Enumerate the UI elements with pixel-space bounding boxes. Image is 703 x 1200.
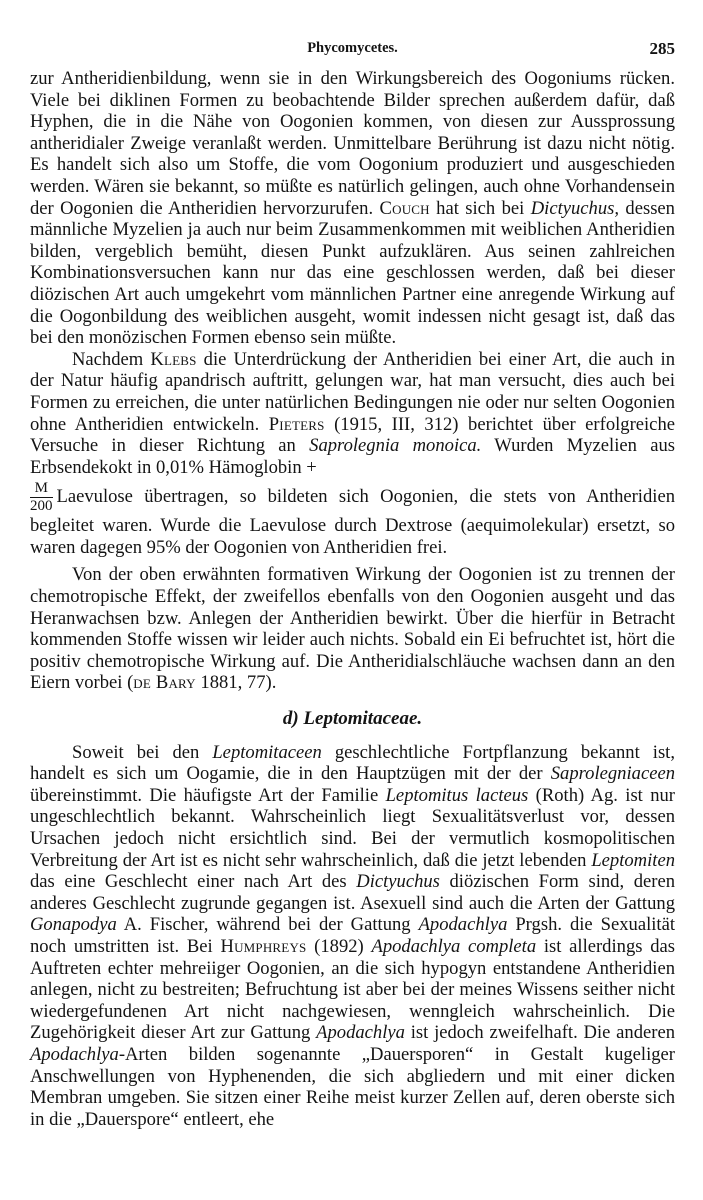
page: [30, 38, 675, 1130]
paragraph-3: Von der oben erwähnten formativen Wirkung der Oogonien ist zu trennen der chemotropische Effekt, der zweifellos ebenfalls von den Oogonien ausgeht und das Heranwachsen bzw. Anlegen der Antheridien bewirkt. Über die hierfür in Betracht kommenden Stoffe wissen wir leider auch nichts. Sobald ein Ei befruchtet ist, hört die positiv chemotropische Wirkung auf. Die Antheridialschläuche wachsen dann an den Eiern vorbei (de Bary 1881, 77).: [30, 564, 675, 694]
fraction-denominator: 200: [30, 498, 53, 515]
running-title: Phycomycetes.: [307, 40, 398, 56]
author-ref: Humphreys: [220, 935, 307, 957]
fraction-numerator: M: [30, 480, 53, 498]
taxon-name: Dictyuchus,: [530, 197, 620, 219]
paragraph-4: Soweit bei den Leptomitaceen geschlechtliche Fortpflanzung bekannt ist, handelt es sich um Oogamie, die in den Hauptzügen mit der der Saprolegniaceen übereinstimmt. Die häufigste Art der Familie Leptomitus lacteus (Roth) Ag. ist nur ungeschlechtlich bekannt. Wahrscheinlich liegt Sexualitätsverlust vor, dessen Ursachen jedoch nicht ersichtlich sind. Bei der vermutlich kosmopolitischen Verbreitung der Art ist es nicht sehr wahrscheinlich, daß die jetzt lebenden Leptomiten das eine Geschlecht einer nach Art des Dictyuchus diözischen Form sind, deren anderes Geschlecht zugrunde gegangen ist. Asexuell sind auch die Arten der Gattung Gonapodya A. Fischer, während bei der Gattung Apodachlya Prgsh. die Sexualität noch umstritten ist. Bei Humphreys (1892) Apodachlya completa ist allerdings das Auftreten echter mehreiiger Oogonien, an die sich hypogyn entstandene Antheridien anlegen, nicht zu bestreiten; Befruchtung ist aber bei der meines Wissens seither nicht wiedergefundenen Art nicht nachgewiesen, wenngleich wahrscheinlich. Die Zugehörigkeit dieser Art zur Gattung Apodachlya ist jedoch zweifelhaft. Die anderen Apodachlya-Arten bilden sogenannte „Dauersporen“ in Gestalt kugeliger Anschwellungen von Hyphenenden, die sich abgliedern und mit einer dicken Membran umgeben. Sie sitzen einer Reihe meist kurzer Zellen auf, deren oberste sich in die „Dauerspore“ entleert, ehe: [30, 741, 676, 1130]
author-ref: de Bary: [133, 672, 196, 694]
author-ref: Klebs: [150, 348, 197, 370]
taxon-name: Saprolegnia monoica.: [309, 435, 482, 457]
paragraph-2-continued: $\frac{M}{200}$ Laevulose übertragen, so bildeten sich Oogonien, die stets von Antheridien begleitet waren. Wurde die Laevulose durch Dextrose (aequimolekular) ersetzt, so waren dagegen 95% der Oogonien von Antheridien frei.: [30, 480, 675, 558]
page-number: 285: [649, 39, 675, 58]
paragraph-2: Nachdem Klebs die Unterdrückung der Antheridien bei einer Art, die auch in der Natur häufig apandrisch auftritt, gelungen war, hat man versucht, dies auch bei Formen zu erreichen, die unter natürlichen Bedingungen nie oder nur selten Oogonien ohne Antheridien entwickeln. Pieters (1915, III, 312) berichtet über erfolgreiche Versuche in dieser Richtung an Saprolegnia monoica. Wurden Myzelien aus Erbsendekokt in 0,01% Hämoglobin +: [30, 348, 675, 478]
author-ref: Pieters: [268, 413, 325, 435]
running-header: [30, 38, 675, 68]
paragraph-1: zur Antheridienbildung, wenn sie in den Wirkungsbereich des Oogoniums rücken. Viele bei diklinen Formen zu beobachtende Bilder sprechen außerdem dafür, daß Hyphen, die in die Nähe von Oogonien kommen, von diesen zur Aussprossung antheridialer Zweige veranlaßt werden. Unmittelbare Berührung ist dazu nicht nötig. Es handelt sich also um Stoffe, die vom Oogonium produziert und ausgeschieden werden. Wären sie bekannt, so müßte es natürlich gelingen, auch ohne Vorhandensein der Oogonien die Antheridien hervorzurufen. Couch hat sich bei Dictyuchus, dessen männliche Myzelien ja auch nur beim Zusammenkommen mit weiblichen Antheridien bilden, vergeblich bemüht, diesen Punkt aufzuklären. Aus seinen zahlreichen Kombinationsversuchen kann nur das eine geschlossen werden, daß bei dieser diözischen Art auch umgekehrt vom männlichen Partner eine anregende Wirkung auf die Oogonbildung des weiblichen ausgeht, womit indessen nicht gesagt ist, daß das bei den monözischen Formen ebenso sein müßte.: [30, 68, 675, 349]
section-heading: d) Leptomitaceae.: [282, 708, 423, 730]
author-ref: Couch: [379, 197, 430, 219]
fraction: [30, 480, 53, 515]
